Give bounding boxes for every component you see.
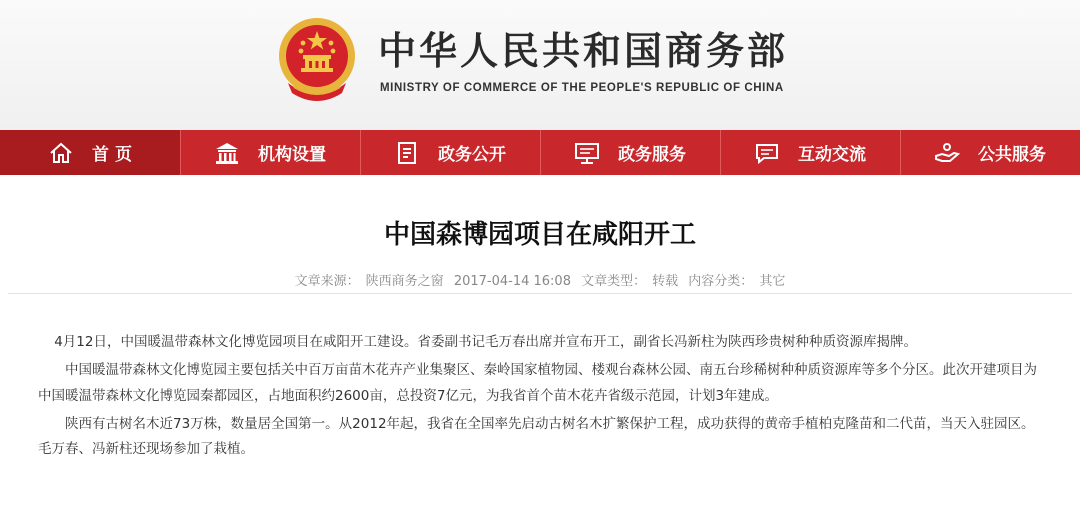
service-hand-icon [934,140,960,166]
meta-source-label: 文章来源： [294,274,360,289]
chat-icon [754,140,780,166]
article-paragraph: 中国暖温带森林文化博览园主要包括关中百万亩苗木花卉产业集聚区、秦岭国家植物园、楼观台森林公园、南五台珍稀树种种质资源库等多个分区。此次开建项目为中国暖温带森林文化博览园秦都园区，占地面积约2600亩，总投资7亿元，为我省首个苗木花卉省级示范园，计划3年建成。 [38,362,1037,404]
nav-item-public-affairs[interactable] [360,130,540,175]
nav-item-label: 公共服务 [978,145,1046,165]
nav-item-label: 机构设置 [258,145,326,165]
nav-item-label: 政务服务 [618,145,686,165]
meta-category-label: 内容分类： [688,274,754,289]
nav-item-interaction[interactable] [720,130,900,175]
meta-date: 2017-04-14 16:08 [453,274,571,289]
article-meta [0,270,1080,289]
home-icon [48,140,74,166]
article-body [38,330,1048,465]
meta-type-label: 文章类型： [581,274,647,289]
nav-item-label: 互动交流 [798,145,866,165]
nav-item-organization[interactable] [180,130,360,175]
article-title: 中国森博园项目在咸阳开工 [383,220,696,250]
title-divider [8,293,1072,294]
meta-type: 转载 [652,274,679,289]
nav-item-gov-services[interactable] [540,130,720,175]
nav-item-label: 政务公开 [438,145,506,165]
national-emblem-icon[interactable] [276,13,358,103]
main-navigation [0,130,1080,175]
site-header [0,0,1080,130]
monitor-icon [574,140,600,166]
article-paragraph: 4月12日，中国暖温带森林文化博览园项目在咸阳开工建设。省委副书记毛万春出席并宣布开工，副省长冯新柱为陕西珍贵树种种质资源库揭牌。 [54,334,917,350]
meta-category: 其它 [759,274,786,289]
site-title: 中华人民共和国商务部 [378,29,789,73]
nav-item-public-services[interactable] [900,130,1080,175]
nav-item-label: 首 页 [92,145,132,165]
nav-item-home[interactable] [0,130,180,175]
site-subtitle: MINISTRY OF COMMERCE OF THE PEOPLE'S REPUBLIC OF CHINA [380,82,784,94]
building-icon [214,140,240,166]
article-paragraph: 陕西有古树名木近73万株，数量居全国第一。从2012年起，我省在全国率先启动古树名木扩繁保护工程，成功获得的黄帝手植柏克隆苗和二代苗，当天入驻园区。毛万春、冯新柱还现场参加了栽植。 [38,415,1035,457]
document-icon [394,140,420,166]
meta-source: 陕西商务之窗 [365,274,444,289]
